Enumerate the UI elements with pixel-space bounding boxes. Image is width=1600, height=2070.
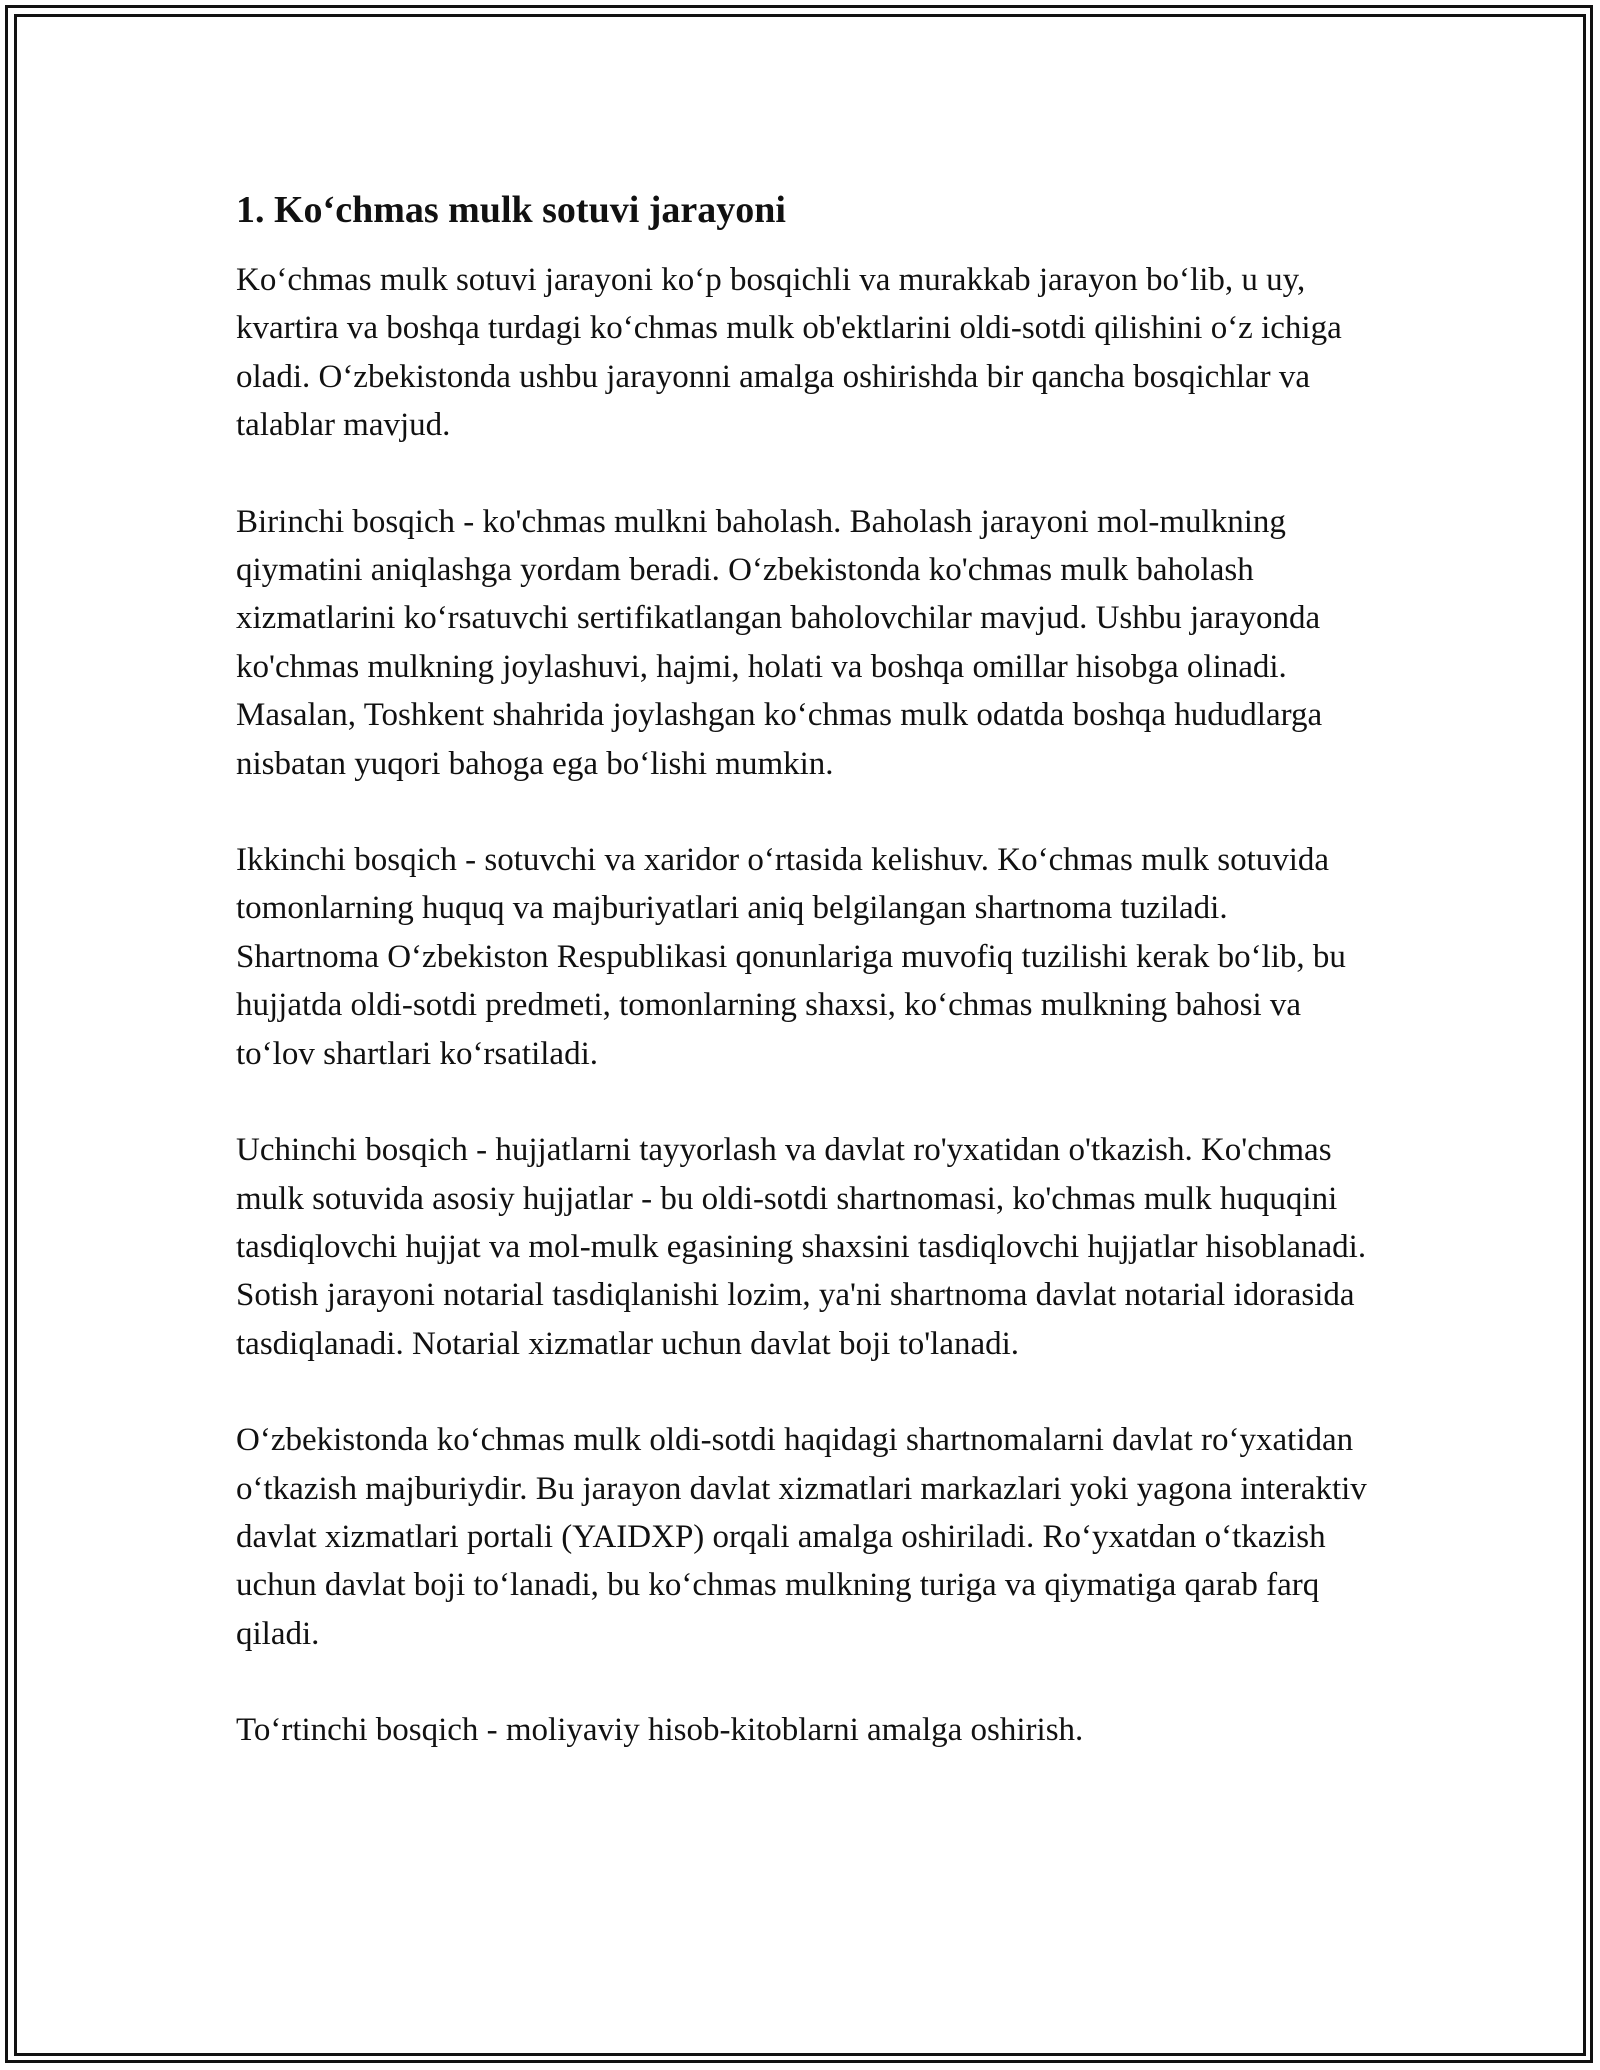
paragraph-intro: Ko‘chmas mulk sotuvi jarayoni ko‘p bosqichli va murakkab jarayon bo‘lib, u uy, kvartira va boshqa turdagi ko‘chmas mulk ob'ektlarini oldi-sotdi qilishini o‘z ichiga oladi. O‘zbekistonda ushbu jarayonni amalga oshirishda bir qancha bosqichlar va talablar mavjud. xyxy=(236,262,1342,444)
paragraph-stage-three: Uchinchi bosqich - hujjatlarni tayyorlash va davlat ro'yxatidan o'tkazish. Ko'chmas mulk sotuvida asosiy hujjatlar - bu oldi-sotdi shartnomasi, ko'chmas mulk huquqini tasdiqlovchi hujjat va mol-mulk egasining shaxsini tasdiqlovchi hujjatlar hisoblanadi. Sotish jarayoni notarial tasdiqlanishi lozim, ya'ni shartnoma davlat notarial idorasida tasdiqlanadi. Notarial xizmatlar uchun davlat boji to'lanadi. xyxy=(236,1132,1367,1362)
paragraph-stage-one: Birinchi bosqich - ko'chmas mulkni baholash. Baholash jarayoni mol-mulkning qiymatini aniqlashga yordam beradi. O‘zbekistonda ko'chmas mulk baholash xizmatlarini ko‘rsatuvchi sertifikatlangan baholovchilar mavjud. Ushbu jarayonda ko'chmas mulkning joylashuvi, hajmi, holati va boshqa omillar hisobga olinadi. Masalan, Toshkent shahrida joylashgan ko‘chmas mulk odatda boshqa hududlarga nisbatan yuqori bahoga ega bo‘lishi mumkin. xyxy=(236,503,1323,782)
paragraph-stage-two: Ikkinchi bosqich - sotuvchi va xaridor o‘rtasida kelishuv. Ko‘chmas mulk sotuvida tomonlarning huquq va majburiyatlari aniq belgilangan shartnoma tuziladi. Shartnoma O‘zbekiston Respublikasi qonunlariga muvofiq tuzilishi kerak bo‘lib, bu hujjatda oldi-sotdi predmeti, tomonlarning shaxsi, ko‘chmas mulkning bahosi va to‘lov shartlari ko‘rsatiladi. xyxy=(236,842,1346,1072)
paragraph-stage-four: To‘rtinchi bosqich - moliyaviy hisob-kitoblarni amalga oshirish. xyxy=(236,1712,1084,1749)
paragraph-registration: O‘zbekistonda ko‘chmas mulk oldi-sotdi haqidagi shartnomalarni davlat ro‘yxatidan o‘tkazish majburiydir. Bu jarayon davlat xizmatlari markazlari yoki yagona interaktiv davlat xizmatlari portali (YAIDXP) orqali amalga oshiriladi. Ro‘yxatdan o‘tkazish uchun davlat boji to‘lanadi, bu ko‘chmas mulkning turiga va qiymatiga qarab farq qiladi. xyxy=(236,1422,1367,1652)
section-heading: 1. Ko‘chmas mulk sotuvi jarayoni xyxy=(236,189,786,231)
document-body xyxy=(236,184,1376,1803)
